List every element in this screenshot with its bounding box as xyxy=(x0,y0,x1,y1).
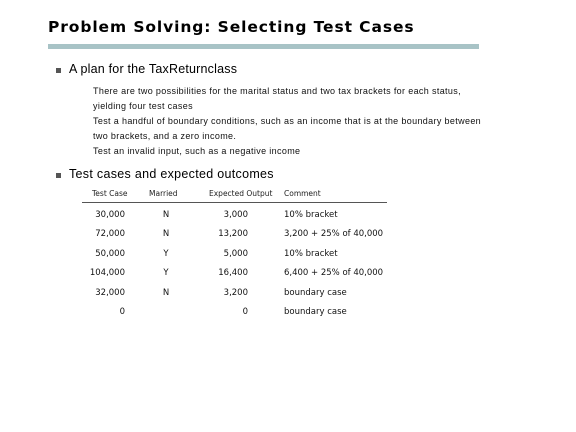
cell-expected-output: 3,000 xyxy=(223,210,248,220)
bullet-heading-plan: A plan for the TaxReturnclass xyxy=(69,62,238,76)
column-header-expected-output: Expected Output xyxy=(209,189,273,198)
cell-expected-output: 0 xyxy=(242,307,248,317)
cell-married: Y xyxy=(163,268,169,278)
cell-expected-output: 3,200 xyxy=(223,288,248,298)
cell-test-case: 104,000 xyxy=(89,268,125,278)
cell-married: N xyxy=(162,210,170,220)
title-underline-bar xyxy=(48,44,479,49)
cell-test-case: 72,000 xyxy=(95,229,125,239)
cell-married: N xyxy=(162,229,170,239)
cell-test-case: 30,000 xyxy=(95,210,125,220)
test-cases-table xyxy=(82,187,387,323)
table-row xyxy=(82,206,387,224)
cell-comment: 6,400 + 25% of 40,000 xyxy=(284,268,384,278)
table-row xyxy=(82,303,387,321)
cell-married: Y xyxy=(163,249,169,259)
subpoint-invalid-input: Test an invalid input, such as a negative income xyxy=(93,146,301,156)
cell-expected-output: 16,400 xyxy=(218,268,248,278)
table-row xyxy=(82,284,387,302)
cell-test-case: 50,000 xyxy=(95,249,125,259)
cell-comment: 10% bracket xyxy=(284,210,338,220)
cell-expected-output: 13,200 xyxy=(218,229,248,239)
cell-expected-output: 5,000 xyxy=(223,249,248,259)
column-header-married: Married xyxy=(149,189,178,198)
cell-married: N xyxy=(162,288,170,298)
column-header-test-case: Test Case xyxy=(92,189,128,198)
table-row xyxy=(82,245,387,263)
column-header-comment: Comment xyxy=(284,189,321,198)
table-row xyxy=(82,225,387,243)
cell-test-case: 0 xyxy=(119,307,125,317)
subpoint-boundary-conditions: Test a handful of boundary conditions, such as an income that is at the boundary between two brackets, and a zero income. xyxy=(93,116,482,141)
square-bullet-icon xyxy=(56,173,61,178)
subpoint-marital-status: There are two possibilities for the marital status and two tax brackets for each status, yielding four test cases xyxy=(93,86,461,111)
cell-comment: 3,200 + 25% of 40,000 xyxy=(284,229,384,239)
table-header-row xyxy=(82,187,387,203)
bullet-heading-test-cases: Test cases and expected outcomes xyxy=(69,167,274,181)
cell-comment: boundary case xyxy=(284,307,347,317)
cell-test-case: 32,000 xyxy=(95,288,125,298)
cell-comment: boundary case xyxy=(284,288,347,298)
cell-comment: 10% bracket xyxy=(284,249,338,259)
square-bullet-icon xyxy=(56,68,61,73)
table-row xyxy=(82,264,387,282)
slide-title: Problem Solving: Selecting Test Cases xyxy=(48,18,415,36)
